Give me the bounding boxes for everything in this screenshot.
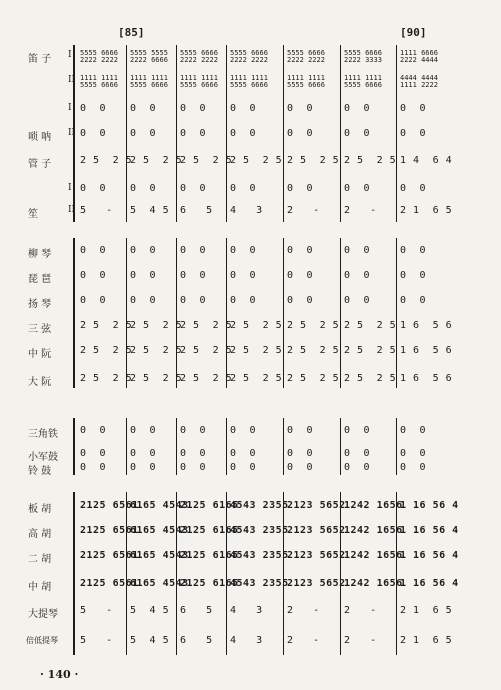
measure: 6 5 — [180, 205, 213, 216]
measure: 0 0 — [400, 462, 427, 473]
measure: 2125 6165 — [180, 525, 239, 536]
barline — [283, 238, 284, 388]
staff-row — [0, 320, 501, 334]
measure: 1111 1111 5555 6666 — [80, 74, 118, 89]
measure: 6165 4543 — [130, 578, 189, 589]
measure: 5555 6666 2222 2222 — [180, 49, 218, 64]
measure: 0 0 — [344, 425, 371, 436]
measure: 0 0 — [344, 448, 371, 459]
measure: 0 0 — [344, 183, 371, 194]
measure: 0 0 — [130, 462, 157, 473]
measure: 1 4 6 4 — [400, 155, 453, 166]
measure: 2 1 6 5 — [400, 635, 453, 646]
measure: 1242 1656 — [344, 578, 403, 589]
measure: 0 0 — [230, 295, 257, 306]
measure: 5555 6666 2222 2222 — [230, 49, 268, 64]
part-numeral: I — [68, 183, 72, 193]
barline — [126, 492, 127, 655]
measure: 5555 5555 2222 6666 — [130, 49, 168, 64]
measure: 1111 1111 5555 6666 — [287, 74, 325, 89]
measure: 0 0 — [400, 245, 427, 256]
measure: 1242 1656 — [344, 500, 403, 511]
measure: 0 0 — [344, 295, 371, 306]
measure: 0 0 — [344, 270, 371, 281]
barline — [396, 492, 397, 655]
system-bracket-plucked — [73, 238, 75, 388]
measure: 2 5 2 5 — [130, 373, 183, 384]
part-numeral: II — [68, 75, 76, 85]
staff-row — [0, 295, 501, 309]
instrument-label: 唢 呐 — [28, 132, 52, 143]
measure: 2123 5652 — [287, 578, 346, 589]
measure: 2 5 2 5 — [80, 320, 133, 331]
staff-row — [0, 635, 501, 649]
barline — [340, 492, 341, 655]
measure: 1111 1111 5555 6666 — [130, 74, 168, 89]
measure: 0 0 — [400, 128, 427, 139]
measure: 5 4 5 — [130, 635, 170, 646]
measure: 2125 6561 — [80, 500, 139, 511]
measure: 1 16 56 4 — [400, 578, 459, 589]
measure: 0 0 — [287, 270, 314, 281]
part-numeral: II — [68, 205, 76, 215]
measure: 0 0 — [130, 245, 157, 256]
measure: 2 5 2 5 — [130, 320, 183, 331]
measure: 2 5 2 5 — [344, 155, 397, 166]
instrument-label: 扬 琴 — [28, 299, 52, 310]
measure: 1242 1656 — [344, 525, 403, 536]
staff-row — [0, 525, 501, 539]
measure: 0 0 — [230, 425, 257, 436]
page-number: · 140 · — [40, 668, 79, 681]
measure: 2 5 2 5 — [180, 320, 233, 331]
measure: 2 5 2 5 — [130, 345, 183, 356]
instrument-label: 大 阮 — [28, 377, 52, 388]
measure: 0 0 — [130, 448, 157, 459]
instrument-label: 大提琴 — [28, 609, 58, 620]
measure: 4 3 — [230, 605, 263, 616]
measure: 0 0 — [400, 425, 427, 436]
measure: 2 5 2 5 — [180, 373, 233, 384]
measure: 0 0 — [287, 245, 314, 256]
measure: 6165 4543 — [130, 500, 189, 511]
measure: 2 - — [344, 605, 377, 616]
instrument-label: 三 弦 — [28, 324, 52, 335]
measure: 0 0 — [80, 245, 107, 256]
measure: 0 0 — [230, 103, 257, 114]
measure: 2125 6165 — [180, 550, 239, 561]
staff-row — [0, 373, 501, 387]
measure: 0 0 — [130, 103, 157, 114]
measure: 5 4 5 — [130, 605, 170, 616]
barline — [176, 238, 177, 388]
barline — [226, 492, 227, 655]
measure: 2 1 6 5 — [400, 605, 453, 616]
measure: 0 0 — [287, 462, 314, 473]
measure: 0 0 — [180, 128, 207, 139]
measure: 2 - — [287, 635, 320, 646]
measure: 0 0 — [344, 103, 371, 114]
measure: 0 0 — [344, 245, 371, 256]
measure: 0 0 — [230, 448, 257, 459]
measure: 0 0 — [80, 183, 107, 194]
measure: 2125 6165 — [180, 500, 239, 511]
measure: 2 5 2 5 — [287, 320, 340, 331]
measure: 0 0 — [344, 128, 371, 139]
measure: 2 5 2 5 — [80, 155, 133, 166]
measure: 2 5 2 5 — [230, 373, 283, 384]
measure: 2 5 2 5 — [287, 345, 340, 356]
instrument-label: 三角铁 — [28, 429, 58, 440]
barline — [283, 492, 284, 655]
measure: 2123 5652 — [287, 525, 346, 536]
measure: 0 0 — [400, 183, 427, 194]
measure: 4 3 — [230, 205, 263, 216]
measure: 2 - — [344, 205, 377, 216]
measure: 2 1 6 5 — [400, 205, 453, 216]
part-numeral: I — [68, 50, 72, 60]
measure: 0 0 — [400, 295, 427, 306]
measure: 2125 6561 — [80, 550, 139, 561]
measure: 0 0 — [180, 462, 207, 473]
staff-row — [0, 345, 501, 359]
measure: 0 0 — [130, 183, 157, 194]
instrument-label: 笙 — [28, 209, 38, 220]
measure: 2 5 2 5 — [180, 345, 233, 356]
part-numeral: I — [68, 103, 72, 113]
staff-row — [0, 462, 501, 476]
measure: 2 - — [287, 205, 320, 216]
staff-row — [0, 205, 501, 219]
measure: 4444 4444 1111 2222 — [400, 74, 438, 89]
measure: 0 0 — [400, 448, 427, 459]
measure: 1 16 56 4 — [400, 525, 459, 536]
measure: 2125 6561 — [80, 525, 139, 536]
measure: 0 0 — [80, 425, 107, 436]
measure: 1242 1656 — [344, 550, 403, 561]
measure: 2125 6165 — [180, 578, 239, 589]
staff-row — [0, 448, 501, 462]
instrument-label: 二 胡 — [28, 554, 52, 565]
measure: 0 0 — [230, 245, 257, 256]
measure: 6165 4543 — [130, 525, 189, 536]
measure: 0 0 — [400, 103, 427, 114]
measure: 4543 2355 — [230, 525, 289, 536]
measure: 0 0 — [287, 103, 314, 114]
measure: 5555 6666 2222 2222 — [80, 49, 118, 64]
measure: 0 0 — [400, 270, 427, 281]
measure: 0 0 — [80, 103, 107, 114]
barline — [126, 238, 127, 388]
instrument-label: 中 阮 — [28, 349, 52, 360]
measure: 4543 2355 — [230, 578, 289, 589]
instrument-label: 笛 子 — [28, 54, 52, 65]
measure: 5 - — [80, 205, 113, 216]
measure: 1111 1111 5555 6666 — [230, 74, 268, 89]
measure: 2 5 2 5 — [230, 155, 283, 166]
barline — [396, 238, 397, 388]
measure: 0 0 — [287, 183, 314, 194]
measure: 0 0 — [180, 295, 207, 306]
measure: 2 5 2 5 — [287, 155, 340, 166]
measure: 2123 5652 — [287, 500, 346, 511]
rehearsal-mark-85: [85] — [118, 26, 145, 39]
staff-row — [0, 245, 501, 259]
measure: 1111 6666 2222 4444 — [400, 49, 438, 64]
measure: 0 0 — [287, 128, 314, 139]
measure: 2 5 2 5 — [180, 155, 233, 166]
measure: 0 0 — [180, 448, 207, 459]
measure: 1111 1111 5555 6666 — [180, 74, 218, 89]
measure: 1 16 56 4 — [400, 550, 459, 561]
measure: 6 5 — [180, 605, 213, 616]
barline — [340, 238, 341, 388]
measure: 2 5 2 5 — [230, 345, 283, 356]
measure: 2 - — [287, 605, 320, 616]
staff-row — [0, 270, 501, 284]
measure: 0 0 — [180, 425, 207, 436]
system-bracket-strings — [73, 492, 75, 655]
measure: 0 0 — [230, 462, 257, 473]
measure: 0 0 — [80, 462, 107, 473]
measure: 2 5 2 5 — [287, 373, 340, 384]
measure: 0 0 — [80, 448, 107, 459]
measure: 0 0 — [130, 295, 157, 306]
measure: 2123 5652 — [287, 550, 346, 561]
measure: 2 5 2 5 — [130, 155, 183, 166]
staff-row — [0, 183, 501, 197]
measure: 4 3 — [230, 635, 263, 646]
measure: 0 0 — [80, 270, 107, 281]
barline — [226, 238, 227, 388]
measure: 6 5 — [180, 635, 213, 646]
measure: 2125 6561 — [80, 578, 139, 589]
measure: 0 0 — [230, 183, 257, 194]
measure: 1 6 5 6 — [400, 345, 453, 356]
measure: 1 16 56 4 — [400, 500, 459, 511]
measure: 2 5 2 5 — [344, 320, 397, 331]
instrument-label: 中 胡 — [28, 582, 52, 593]
measure: 5555 6666 2222 3333 — [344, 49, 382, 64]
staff-row — [0, 103, 501, 117]
instrument-label: 柳 琴 — [28, 249, 52, 260]
measure: 2 - — [344, 635, 377, 646]
instrument-label: 铃 鼓 — [28, 466, 52, 477]
measure: 0 0 — [180, 103, 207, 114]
staff-row — [0, 550, 501, 564]
measure: 5 - — [80, 605, 113, 616]
measure: 2 5 2 5 — [230, 320, 283, 331]
measure: 5 - — [80, 635, 113, 646]
measure: 0 0 — [287, 295, 314, 306]
measure: 4543 2355 — [230, 500, 289, 511]
staff-row — [0, 605, 501, 619]
measure: 0 0 — [180, 183, 207, 194]
staff-row — [0, 75, 501, 89]
measure: 0 0 — [130, 425, 157, 436]
measure: 1 6 5 6 — [400, 320, 453, 331]
rehearsal-mark-90: [90] — [400, 26, 427, 39]
instrument-label: 小军鼓 — [28, 452, 58, 463]
measure: 0 0 — [287, 425, 314, 436]
measure: 0 0 — [130, 270, 157, 281]
part-numeral: II — [68, 128, 76, 138]
measure: 5 4 5 — [130, 205, 170, 216]
barline — [176, 492, 177, 655]
staff-row — [0, 425, 501, 439]
measure: 0 0 — [80, 128, 107, 139]
staff-row — [0, 128, 501, 142]
instrument-label: 板 胡 — [28, 504, 52, 515]
measure: 0 0 — [287, 448, 314, 459]
staff-row — [0, 155, 501, 169]
measure: 1 6 5 6 — [400, 373, 453, 384]
measure: 0 0 — [180, 245, 207, 256]
measure: 0 0 — [80, 295, 107, 306]
instrument-label: 倍低提琴 — [26, 636, 58, 645]
measure: 0 0 — [180, 270, 207, 281]
measure: 0 0 — [230, 128, 257, 139]
measure: 2 5 2 5 — [344, 373, 397, 384]
measure: 0 0 — [344, 462, 371, 473]
measure: 1111 1111 5555 6666 — [344, 74, 382, 89]
measure: 6165 4543 — [130, 550, 189, 561]
instrument-label: 高 胡 — [28, 529, 52, 540]
measure: 2 5 2 5 — [80, 373, 133, 384]
staff-row — [0, 578, 501, 592]
measure: 2 5 2 5 — [80, 345, 133, 356]
measure: 0 0 — [130, 128, 157, 139]
instrument-label: 琵 琶 — [28, 274, 52, 285]
staff-row — [0, 500, 501, 514]
measure: 2 5 2 5 — [344, 345, 397, 356]
measure: 4543 2355 — [230, 550, 289, 561]
measure: 0 0 — [230, 270, 257, 281]
measure: 5555 6666 2222 2222 — [287, 49, 325, 64]
instrument-label: 管 子 — [28, 159, 52, 170]
staff-row — [0, 50, 501, 64]
